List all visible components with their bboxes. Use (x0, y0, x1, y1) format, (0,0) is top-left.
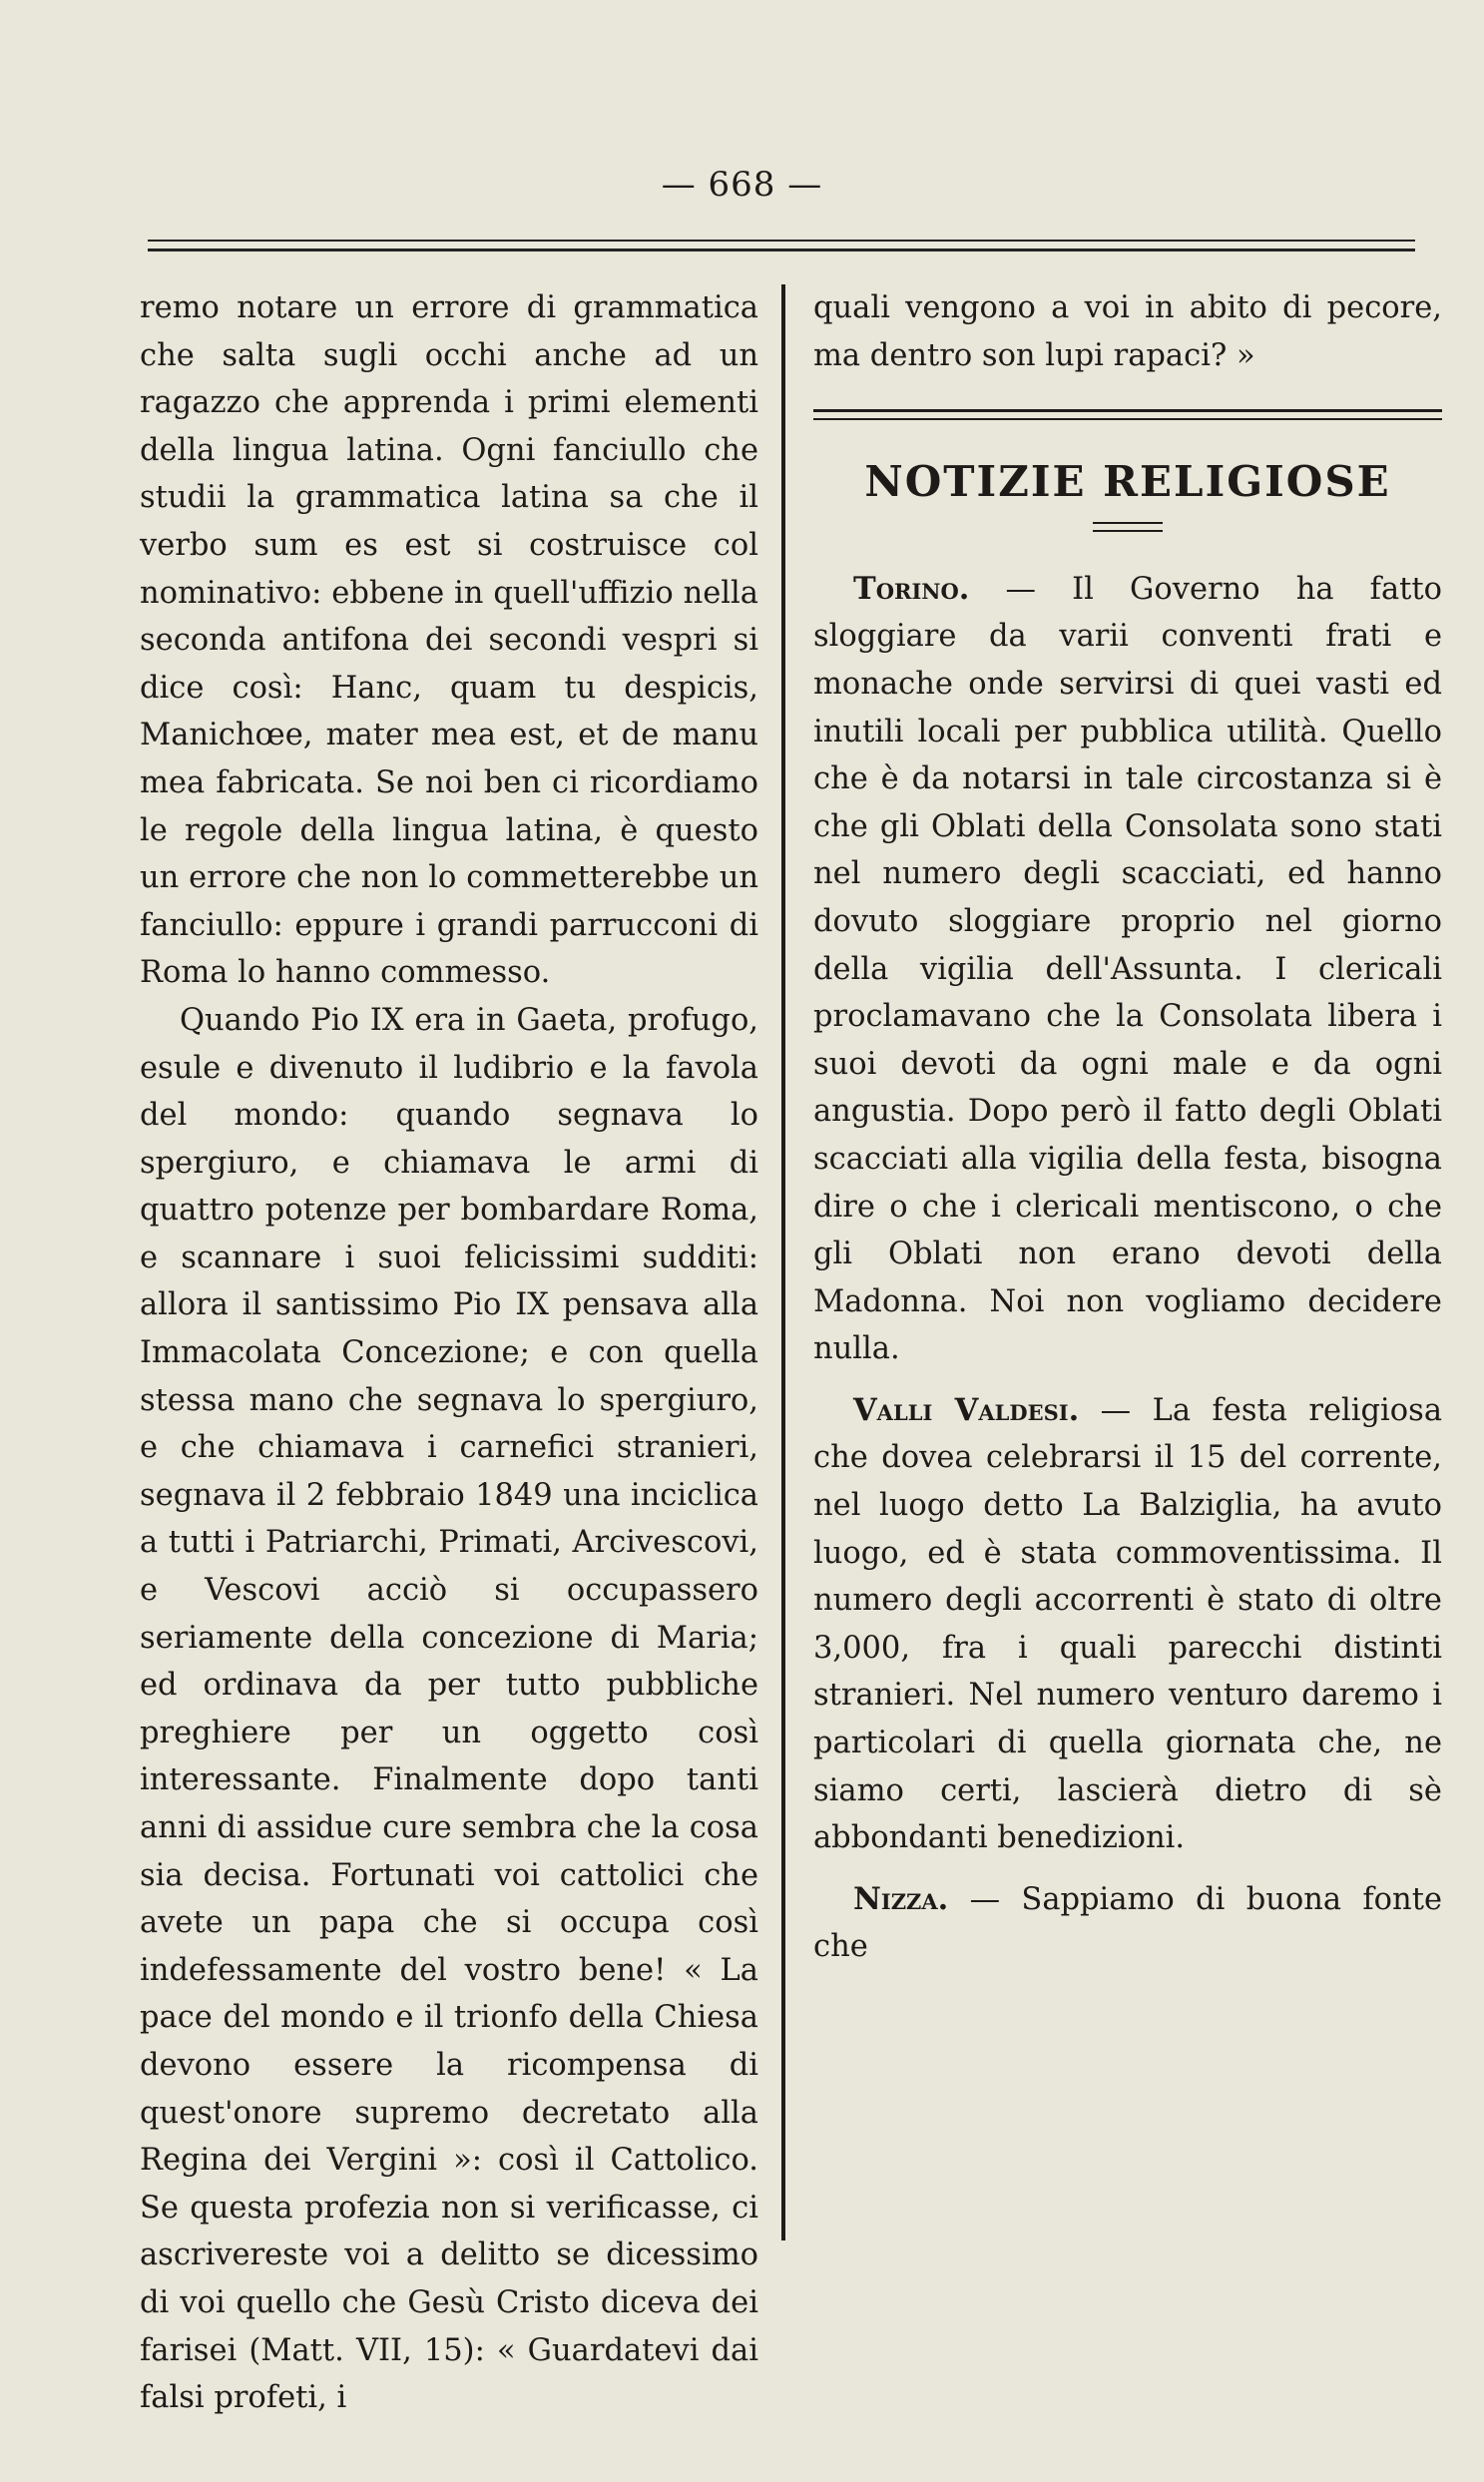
top-rule (148, 240, 1415, 251)
column-divider (781, 284, 785, 2240)
paragraph: Quando Pio IX era in Gaeta, profugo, esule e divenuto il ludibrio e la favola del mondo: quando segnava lo spergiuro, e chiamava le armi di quattro potenze per bombardare Roma, e scannare i suoi felicissimi sudditi: allora il santissimo Pio IX pensava alla Immacolata Concezione; e con quella stessa mano che segnava lo spergiuro, e che chiamava i carnefici stranieri, segnava il 2 febbraio 1849 una inciclica a tutti i Patriarchi, Primati, Arcivescovi, e Vescovi acciò si occupassero seriamente della concezione di Maria; ed ordinava da per tutto pubbliche preghiere per un oggetto così interessante. Finalmente dopo tanti anni di assidue cure sembra che la cosa sia decisa. Fortunati voi cattolici che avete un papa che si occupa così indefessamente del vostro bene! « La pace del mondo e il trionfo della Chiesa devono essere la ricompensa di quest'onore supremo decretato alla Regina dei Vergini »: così il Cattolico. Se questa profezia non si verificasse, ci ascrivereste voi a delitto se dicessimo di voi quello che Gesù Cristo diceva dei farisei (Matt. VII, 15): « Guardatevi dai falsi profeti, i (140, 1002, 758, 2416)
title-dash (1093, 522, 1163, 532)
news-text: — Il Governo ha fatto sloggiare da varii conventi frati e monache onde servirsi di quei vasti ed inutili locali per pubblica utilità. Quello che è da notarsi in tale circostanza si è che gli Oblati della Consolata sono stati nel numero degli scacciati, ed hanno dovuto sloggiare proprio nel giorno della vigilia dell'Assunta. I clericali proclamavano che la Consolata libera i suoi devoti da ogni male e da ogni angustia. Dopo però il fatto degli Oblati scacciati alla vigilia della festa, bisogna dire o che i clericali mentiscono, o che gli Oblati non erano devoti della Madonna. Noi non vogliamo decidere nulla. (813, 571, 1442, 1367)
news-item-valli-valdesi (813, 1387, 1442, 1862)
news-text: — La festa religiosa che dovea celebrarsi il 15 del corrente, nel luogo detto La Balziglia, ha avuto luogo, ed è stata commoventissima. Il numero degli accorrenti è stato di oltre 3,000, fra i quali parecchi distinti stranieri. Nel numero venturo daremo i particolari di quella giornata che, ne siamo certi, lascierà dietro di sè abbondanti benedizioni. (813, 1392, 1442, 1856)
paragraph-continuation: quali vengono a voi in abito di pecore, ma dentro son lupi rapaci? » (813, 290, 1442, 373)
page-number: — 668 — (661, 165, 823, 205)
news-item-nizza (813, 1876, 1442, 1971)
paragraph: remo notare un errore di grammatica che salta sugli occhi anche ad un ragazzo che apprenda i primi elementi della lingua latina. Ogni fanciullo che studii la grammatica latina sa che il verbo sum es est si costruisce col nominativo: ebbene in quell'uffizio nella seconda antifona dei secondi vespri si dice così: Hanc, quam tu despicis, Manichœe, mater mea est, et de manu mea fabricata. Se noi ben ci ricordiamo le regole della lingua latina, è questo un errore che non lo commetterebbe un fanciullo: eppure i grandi parrucconi di Roma lo hanno commesso. (140, 290, 758, 991)
news-item-torino (813, 566, 1442, 1373)
news-text: — Sappiamo di buona fonte che (813, 1881, 1442, 1965)
right-column (813, 284, 1442, 1971)
dateline: Torino. (853, 570, 970, 607)
dateline: Valli Valdesi. (853, 1391, 1080, 1428)
section-title: NOTIZIE RELIGIOSE (864, 457, 1391, 507)
section-rule (813, 409, 1442, 420)
dateline: Nizza. (853, 1880, 949, 1917)
left-column (140, 284, 758, 2422)
